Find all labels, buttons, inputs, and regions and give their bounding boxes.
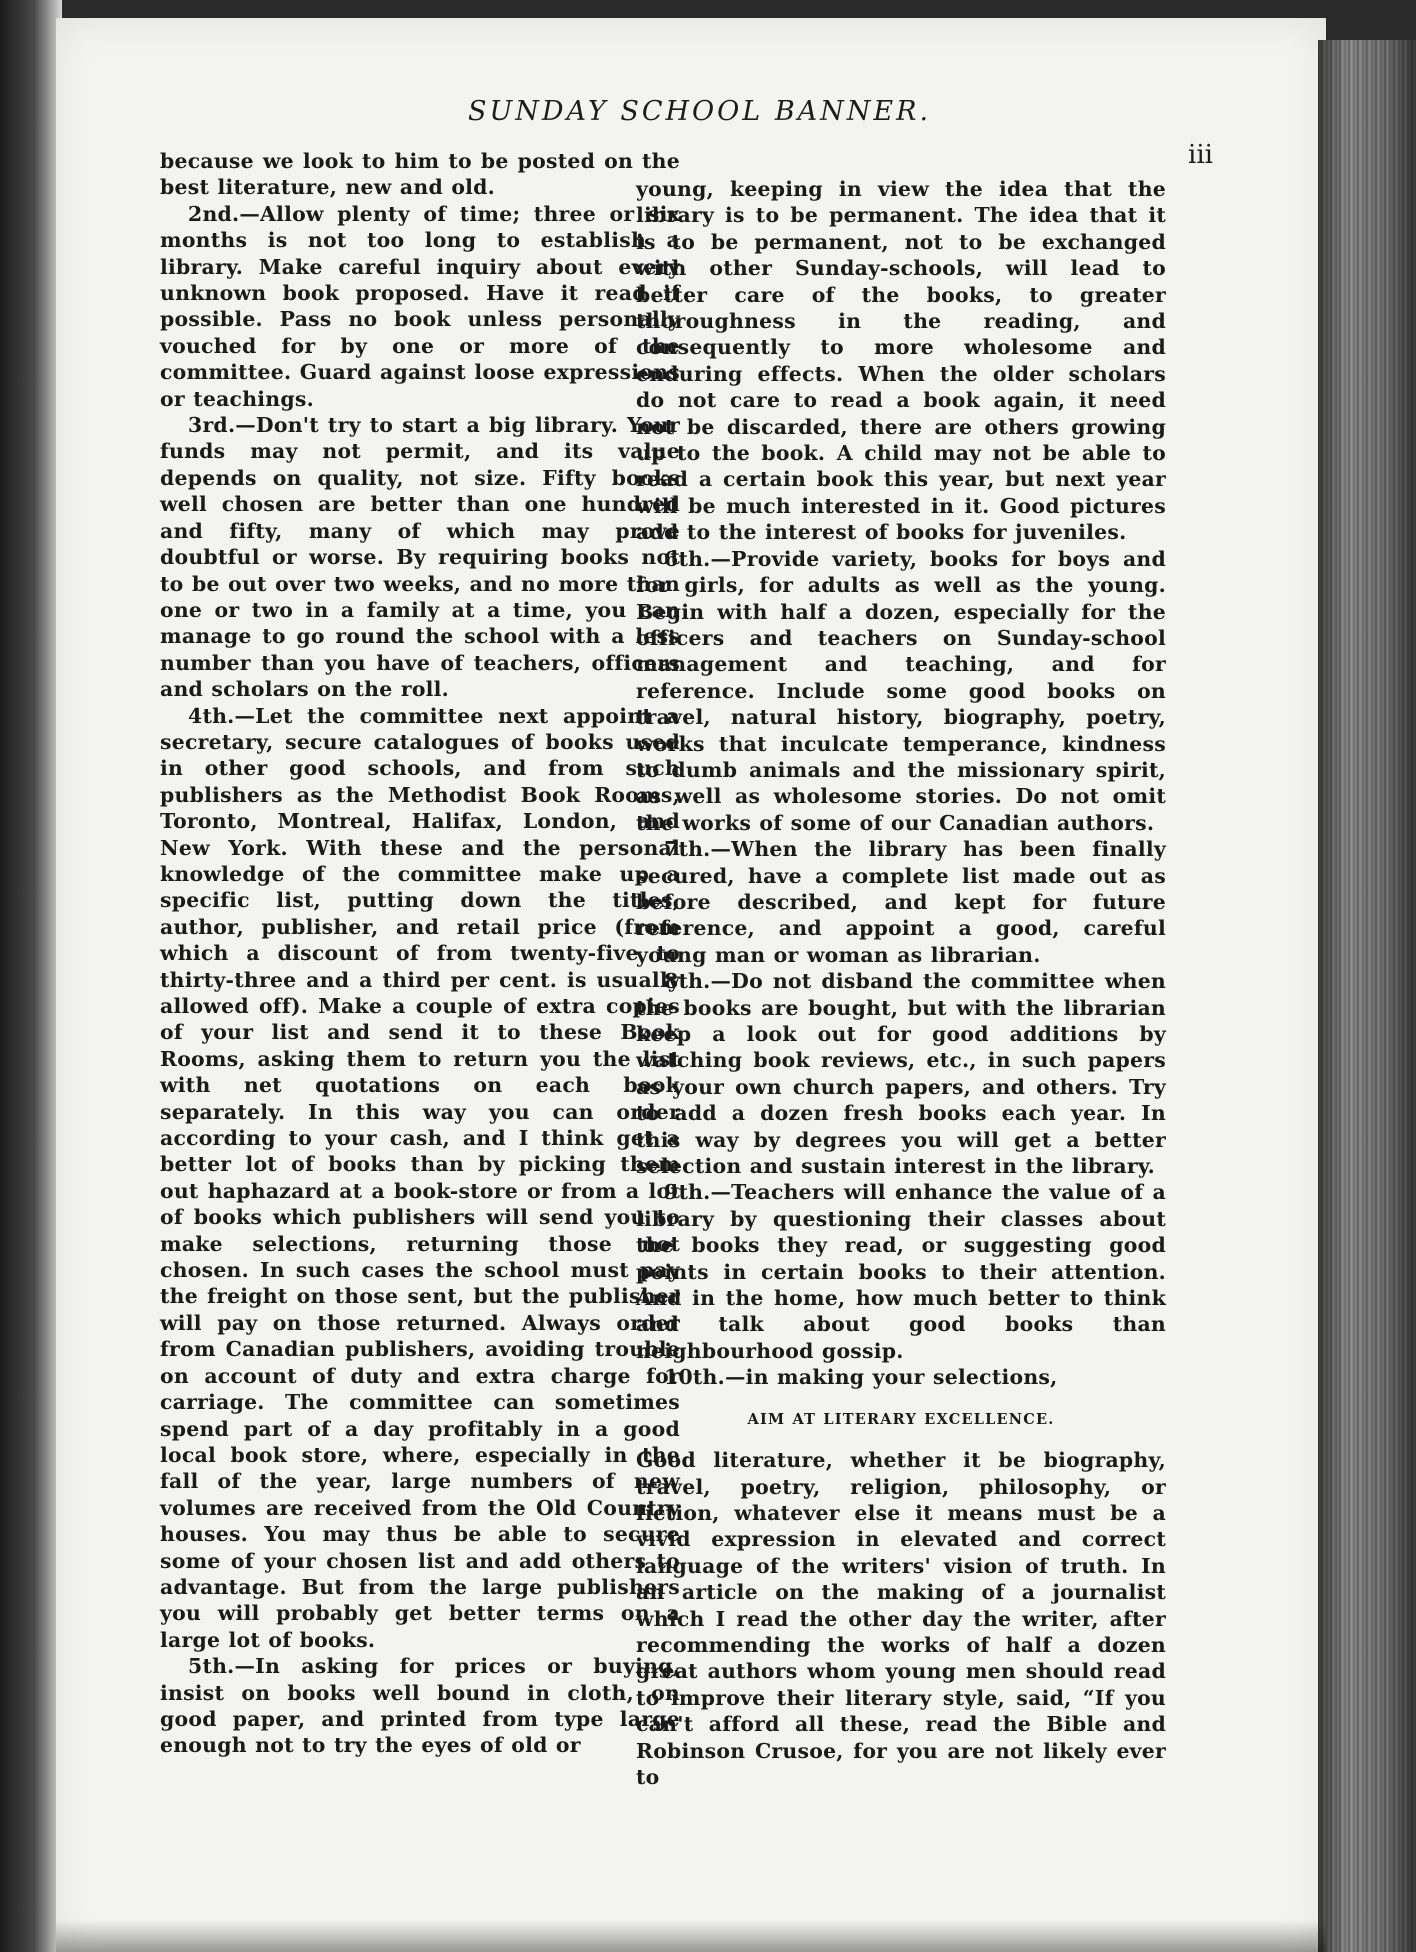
right-column	[636, 176, 1166, 1790]
running-title: SUNDAY SCHOOL BANNER.	[468, 96, 932, 127]
paragraph: young, keeping in view the idea that the library is to be permanent. The idea that it is to be permanent, not to be exchanged with other Sunday-schools, will lead to better care of the books, to greater thoroughness in the reading, and consequently to more wholesome and enduring effects. When the older scholars do not care to read a book again, it need not be discarded, there are others growing up to the book. A child may not be able to read a certain book this year, but next year will be much interested in it. Good pictures add to the interest of books for juveniles.	[636, 177, 1166, 545]
paragraph: 3rd.—Don't try to start a big library. Your funds may not permit, and its value depends on quality, not size. Fifty books well chosen are better than one hundred and fifty, many of which may prove doubtful or worse. By requiring books not to be out over two weeks, and no more than one or two in a family at a time, you can manage to go round the school with a less number than you have of teachers, officers and scholars on the roll.	[160, 413, 680, 702]
paragraph: 5th.—In asking for prices or buying, insist on books well bound in cloth, on good paper, and printed from type large enough not to try the eyes of old or	[160, 1654, 680, 1758]
paragraph: 2nd.—Allow plenty of time; three or six months is not too long to establish a library. Make careful inquiry about every unknown book proposed. Have it read if possible. Pass no book unless personally vouched for by one or more of the committee. Guard against loose expressions or teachings.	[160, 201, 680, 411]
left-column	[160, 148, 680, 1759]
paragraph: 7th.—When the library has been finally secured, have a complete list made out as before described, and kept for future reference, and appoint a good, careful young man or woman as librarian.	[636, 837, 1166, 967]
paragraph: 9th.—Teachers will enhance the value of a library by questioning their classes about the books they read, or suggesting good points in certain books to their attention. And in the home, how much better to think and talk about good books than neighbourhood gossip.	[636, 1180, 1166, 1363]
page-bottom-shadow	[56, 1920, 1326, 1952]
paragraph: 4th.—Let the committee next appoint a secretary, secure catalogues of books used in other good schools, and from such publishers as the Methodist Book Rooms, Toronto, Montreal, Halifax, London, and New York. With these and the personal knowledge of the committee make up a specific list, putting down the titles, author, publisher, and retail price (from which a discount of from twenty-five to thirty-three and a third per cent. is usually allowed off). Make a couple of extra copies of your list and send it to these Book Rooms, asking them to return you the list with net quotations on each book separately. In this way you can order according to your cash, and I think get a better lot of books than by picking them out haphazard at a book-store or from a lot of books which publishers will send you to make selections, returning those not chosen. In such cases the school must pay the freight on those sent, but the publisher will pay on those returned. Always order from Canadian publishers, avoiding trouble on account of duty and extra charge for carriage. The committee can sometimes spend part of a day profitably in a good local book store, where, especially in the fall of the year, large numbers of new volumes are received from the Old Country houses. You may thus be able to secure some of your chosen list and add others to advantage. But from the large publishers you will probably get better terms on a large lot of books.	[160, 703, 680, 1652]
book-fore-edge	[1318, 40, 1416, 1952]
page-number: iii	[1188, 140, 1213, 170]
paragraph: because we look to him to be posted on the best literature, new and old.	[160, 149, 680, 200]
paragraph: Good literature, whether it be biography, travel, poetry, religion, philosophy, or fiction, whatever else it means must be a vivid expression in elevated and correct language of the writers' vision of truth. In an article on the making of a journalist which I read the other day the writer, after recommending the works of half a dozen great authors whom young men should read to improve their literary style, said, “If you can't afford all these, read the Bible and Robinson Crusoe, for you are not likely ever to	[636, 1448, 1166, 1789]
paragraph: 10th.—in making your selections,	[664, 1365, 1058, 1390]
paragraph: 8th.—Do not disband the committee when the books are bought, but with the librarian keep a look out for good additions by watching book reviews, etc., in such papers as your own church papers, and others. Try to add a dozen fresh books each year. In this way by degrees you will get a better selection and sustain interest in the library.	[636, 969, 1166, 1179]
facing-page-edge	[0, 0, 62, 1952]
paragraph: 6th.—Provide variety, books for boys and for girls, for adults as well as the young. Begin with half a dozen, especially for the officers and teachers on Sunday-school management and teaching, and for reference. Include some good books on travel, natural history, biography, poetry, works that inculcate temperance, kindness to dumb animals and the missionary spirit, as well as wholesome stories. Do not omit the works of some of our Canadian authors.	[636, 546, 1166, 835]
section-heading: AIM AT LITERARY EXCELLENCE.	[747, 1410, 1055, 1428]
